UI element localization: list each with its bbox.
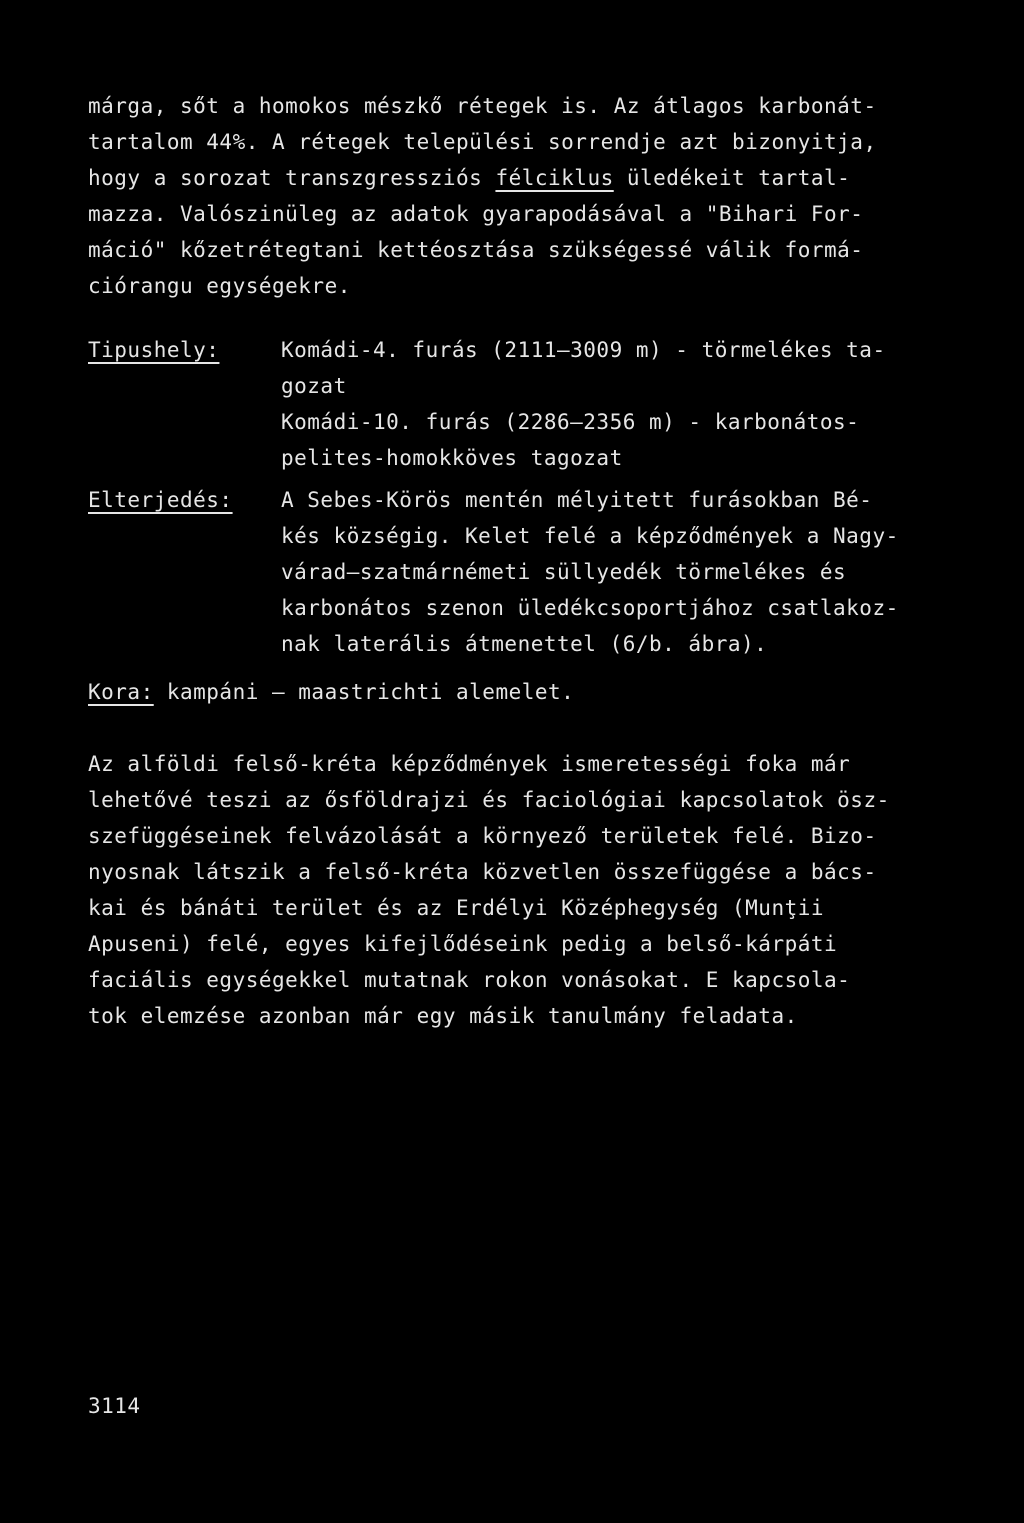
paragraph-intro [88,88,877,304]
text-line: Komádi-4. furás (2111—3009 m) - törmelékes ta- [281,338,886,362]
text-line: várad—szatmárnémeti süllyedék törmelékes és [281,560,847,584]
text-line: Az alföldi felső-kréta képződmények ismeretességi foka már [88,752,851,776]
text-line: faciális egységekkel mutatnak rokon vonásokat. E kapcsola- [88,968,851,992]
age-value: kampáni — maastrichti alemelet. [153,680,575,704]
text-line: kai és bánáti terület és az Erdélyi Középhegység (Munţii [88,896,825,920]
distribution-section [88,482,899,662]
text-line: márga, sőt a homokos mészkő rétegek is. Az átlagos karbonát- [88,94,877,118]
distribution-body [281,482,899,662]
text-line: tartalom 44%. A rétegek települési sorrendje azt bizonyitja, [88,130,877,154]
text-line: máció" kőzetrétegtani kettéosztása szükségessé válik formá- [88,238,864,262]
type-locality-label: Tipushely: [88,338,220,362]
text-line: ciórangu egységekre. [88,274,351,298]
text-line: tok elemzése azonban már egy másik tanulmány feladata. [88,1004,798,1028]
distribution-label: Elterjedés: [88,488,233,512]
underlined-term: félciklus [495,166,614,190]
text-line: karbonátos szenon üledékcsoportjához csatlakoz- [281,596,899,620]
age-label: Kora: [88,680,154,704]
text-line: szefüggéseinek felvázolását a környező területek felé. Bizo- [88,824,877,848]
text-line: gozat [281,374,347,398]
text-line: mazza. Valószinüleg az adatok gyarapodásával a "Bihari For- [88,202,864,226]
text-line: lehetővé teszi az ősföldrajzi és faciológiai kapcsolatok ösz- [88,788,890,812]
type-locality-section [88,332,886,476]
text-segment: hogy a sorozat transzgressziós [88,166,496,190]
text-line: A Sebes-Körös mentén mélyitett furásokban Bé- [281,488,873,512]
age-section [88,674,574,710]
text-line [88,674,574,710]
text-line [88,160,877,196]
paragraph-conclusion [88,746,890,1034]
text-line: kés községig. Kelet felé a képződmények a Nagy- [281,524,899,548]
page-number: 3114 [88,1394,141,1418]
text-line: Apuseni) felé, egyes kifejlődéseink pedig a belső-kárpáti [88,932,838,956]
type-locality-body [281,332,886,476]
text-line: nyosnak látszik a felső-kréta közvetlen összefüggése a bács- [88,860,877,884]
text-segment: üledékeit tartal- [613,166,851,190]
text-line: nak laterális átmenettel (6/b. ábra). [281,632,768,656]
text-line: pelites-homokköves tagozat [281,446,623,470]
text-line: Komádi-10. furás (2286—2356 m) - karbonátos- [281,410,860,434]
